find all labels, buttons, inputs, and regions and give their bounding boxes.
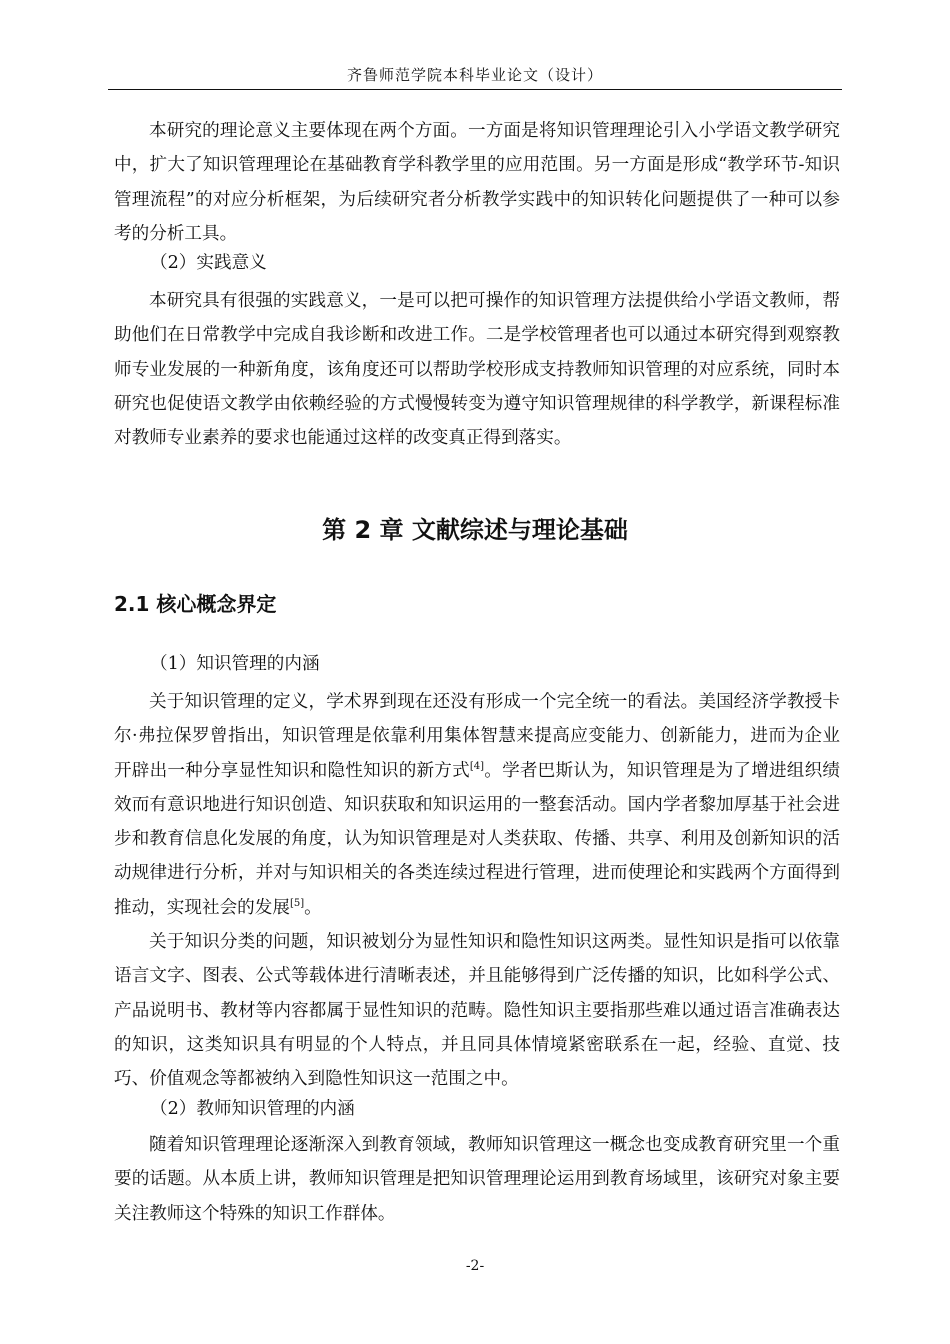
km-text-part-1: 关于知识管理的定义，学术界到现在还没有形成一个完全统一的看法。美国经济学教授卡尔·弗拉保罗曾指出，知识管理是依靠利用集体智慧来提高应变能力、创新能力，进而为企业开辟出一种分享显性知识和隐性知识的新方式 — [114, 692, 840, 781]
chapter-title: 第 2 章 文献综述与理论基础 — [322, 516, 628, 544]
running-header: 齐鲁师范学院本科毕业论文（设计） — [346, 66, 603, 84]
paragraph-teacher-knowledge-management: 随着知识管理理论逐渐深入到教育领域，教师知识管理这一概念也变成教育研究里一个重要的话题。从本质上讲，教师知识管理是把知识管理理论运用到教育场域里，该研究对象主要关注教师这个特殊的知识工作群体。 — [114, 1135, 840, 1224]
page-number: -2- — [465, 1258, 485, 1274]
subheading-knowledge-management: （1）知识管理的内涵 — [150, 654, 320, 674]
citation-5: [5] — [289, 897, 305, 909]
paragraph-practical-significance: 本研究具有很强的实践意义，一是可以把可操作的知识管理方法提供给小学语文教师，帮助他们在日常教学中完成自我诊断和改进工作。二是学校管理者也可以通过本研究得到观察教师专业发展的一种新角度，该角度还可以帮助学校形成支持教师知识管理的对应系统，同时本研究也促使语文教学由依赖经验的方式慢慢转变为遵守知识管理规律的科学教学，新课程标准对教师专业素养的要求也能通过这样的改变真正得到落实。 — [114, 291, 840, 449]
header-divider — [108, 89, 842, 90]
paragraph-knowledge-classification: 关于知识分类的问题，知识被划分为显性知识和隐性知识这两类。显性知识是指可以依靠语言文字、图表、公式等载体进行清晰表述，并且能够得到广泛传播的知识，比如科学公式、产品说明书、教材等内容都属于显性知识的范畴。隐性知识主要指那些难以通过语言准确表达的知识，这类知识具有明显的个人特点，并且同具体情境紧密联系在一起，经验、直觉、技巧、价值观念等都被纳入到隐性知识这一范围之中。 — [114, 932, 840, 1090]
km-text-part-2: 。学者巴斯认为，知识管理是为了增进组织绩效而有意识地进行知识创造、知识获取和知识运用的一整套活动。国内学者黎加厚基于社会进步和教育信息化发展的角度，认为知识管理是对人类获取、传播、共享、利用及创新知识的活动规律进行分析，并对与知识相关的各类连续过程进行管理，进而使理论和实践两个方面得到推动，实现社会的发展 — [114, 760, 840, 918]
paragraph-knowledge-management-definition — [114, 685, 840, 925]
citation-4: [4] — [469, 760, 485, 772]
subheading-teacher-knowledge-management: （2）教师知识管理的内涵 — [150, 1099, 355, 1119]
section-title: 2.1 核心概念界定 — [114, 592, 277, 616]
paragraph-theoretical-significance: 本研究的理论意义主要体现在两个方面。一方面是将知识管理理论引入小学语文教学研究中，扩大了知识管理理论在基础教育学科教学里的应用范围。另一方面是形成“教学环节-知识管理流程”的对应分析框架，为后续研究者分析教学实践中的知识转化问题提供了一种可以参考的分析工具。 — [114, 121, 840, 244]
km-text-part-3: 。 — [304, 897, 322, 918]
subheading-practical-significance: （2）实践意义 — [150, 253, 267, 273]
